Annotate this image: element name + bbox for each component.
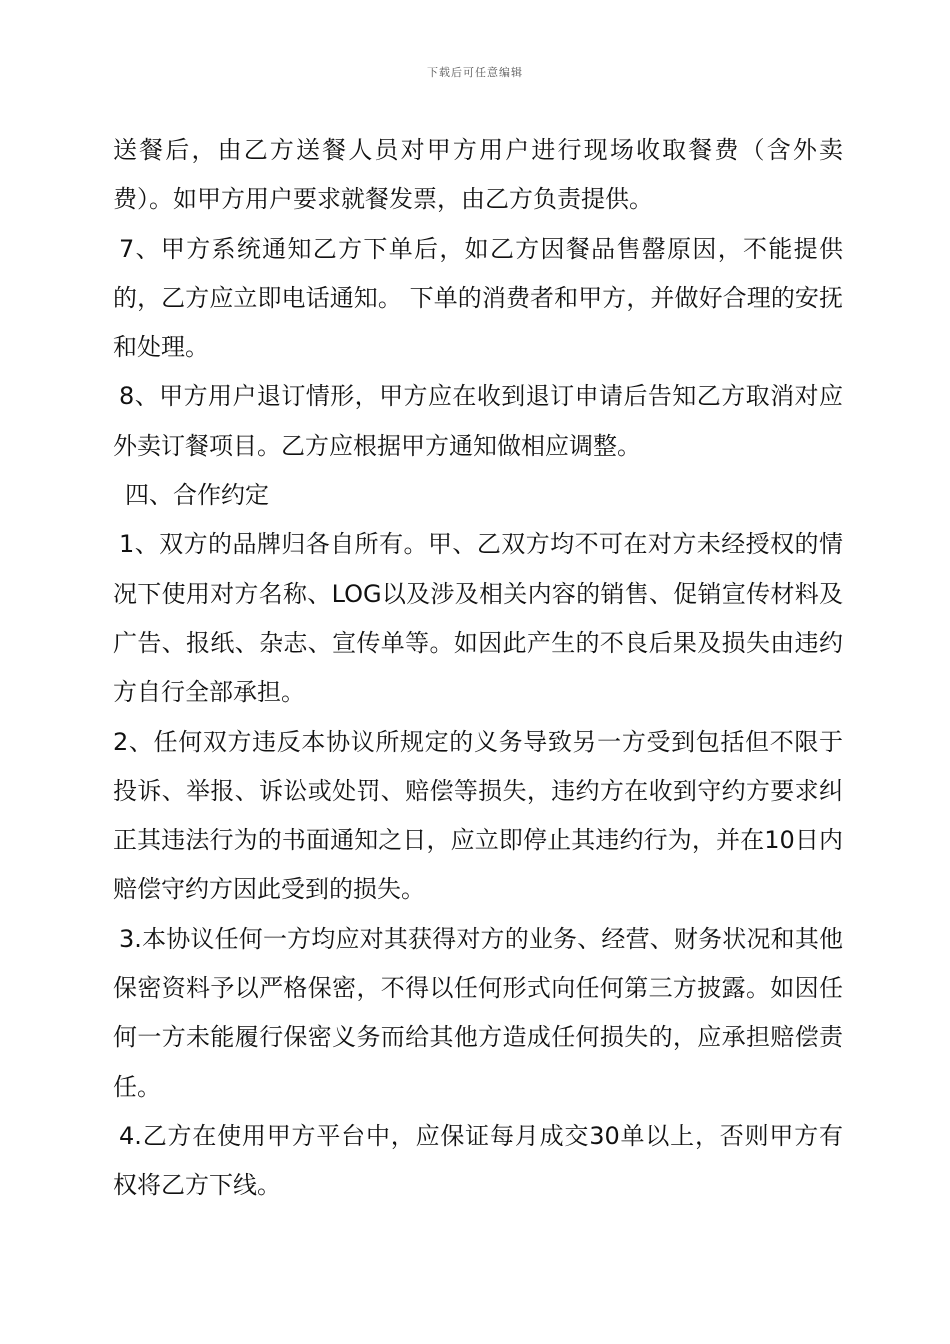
document-body — [113, 126, 843, 1211]
paragraph-clause-7: 7、甲方系统通知乙方下单后，如乙方因餐品售罄原因，不能提供的，乙方应立即电话通知。 下单的消费者和甲方，并做好合理的安抚和处理。 — [113, 234, 843, 362]
paragraph-brand-rights: 1、双方的品牌归各自所有。甲、乙双方均不可在对方未经授权的情况下使用对方名称、LOG以及涉及相关内容的销售、促销宣传材料及广告、报纸、杂志、宣传单等。如因此产生的不良后果及损失由违约方自行全部承担。 — [113, 530, 843, 707]
paragraph-breach-liability: 2、任何双方违反本协议所规定的义务导致另一方受到包括但不限于投诉、举报、诉讼或处罚、赔偿等损失，违约方在收到守约方要求纠正其违法行为的书面通知之日，应立即停止其违约行为，并在10日内赔偿守约方因此受到的损失。 — [113, 727, 843, 904]
paragraph-clause-8: 8、甲方用户退订情形，甲方应在收到退订申请后告知乙方取消对应外卖订餐项目。乙方应根据甲方通知做相应调整。 — [113, 382, 843, 460]
paragraph-delivery-fee: 送餐后，由乙方送餐人员对甲方用户进行现场收取餐费（含外卖费）。如甲方用户要求就餐发票，由乙方负责提供。 — [113, 136, 843, 214]
page-header: 下载后可任意编辑 — [427, 66, 523, 79]
section-heading-cooperation: 四、合作约定 — [125, 481, 269, 510]
paragraph-monthly-orders: 4.乙方在使用甲方平台中，应保证每月成交30单以上，否则甲方有权将乙方下线。 — [113, 1121, 843, 1200]
paragraph-confidentiality: 3.本协议任何一方均应对其获得对方的业务、经营、财务状况和其他保密资料予以严格保密，不得以任何形式向任何第三方披露。如因任何一方未能履行保密义务而给其他方造成任何损失的，应承担赔偿责任。 — [113, 924, 843, 1101]
